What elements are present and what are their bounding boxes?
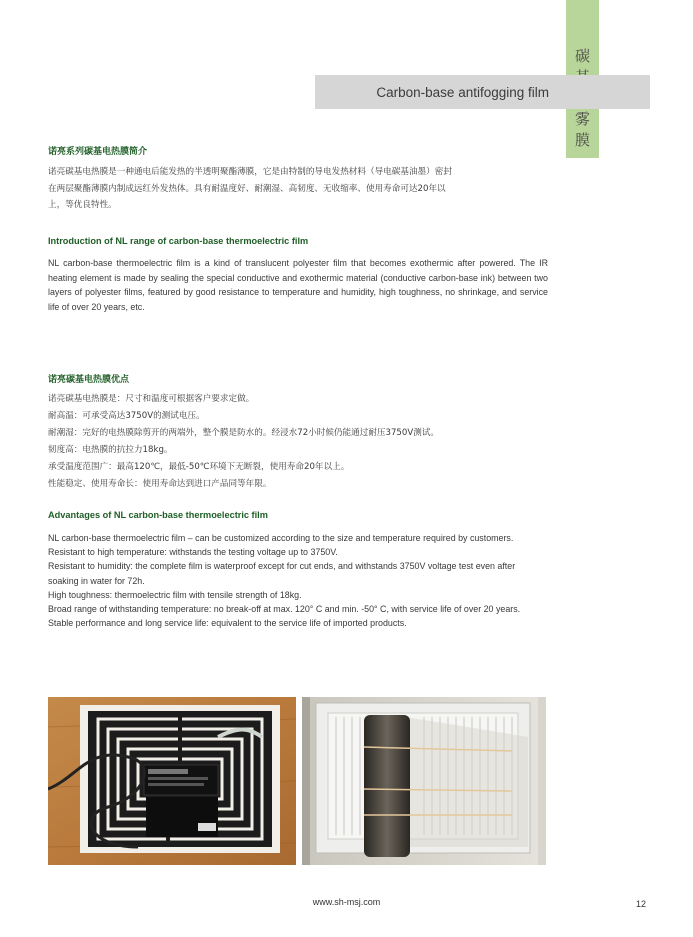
intro-cn-heading: 诺亮系列碳基电热膜简介 (48, 147, 148, 157)
adv-en-line: Stable performance and long service life: equivalent to the service life of imported products. (48, 618, 407, 629)
adv-en-line: High toughness: thermoelectric film with tensile strength of 18kg. (48, 589, 302, 600)
intro-cn-paragraph (48, 164, 548, 214)
intro-en-heading: Introduction of NL range of carbon-base thermoelectric film (48, 236, 309, 246)
page-title: Carbon-base antifogging film (376, 85, 549, 100)
adv-cn-line: 耐高温：可承受高达3750V的测试电压。 (48, 411, 205, 421)
page-number: 12 (636, 899, 647, 909)
adv-cn-list (48, 391, 548, 493)
adv-en-line: Broad range of withstanding temperature: no break-off at max. 120° C and min. -50° C, with service life of over 20 years. (48, 604, 521, 615)
adv-cn-line: 承受温度范围广：最高120℃，最低-50℃环境下无断裂，使用寿命20年以上。 (48, 462, 350, 472)
adv-en-line: Resistant to humidity: the complete film is waterproof except for cut ends, and withstands 3750V voltage test even after soaking in water for 72h. (48, 561, 516, 586)
heating-film-photo (48, 697, 296, 865)
adv-en-list (48, 531, 548, 630)
side-tab-char: 膜 (574, 131, 590, 149)
intro-cn-line: 上，等优良特性。 (48, 200, 117, 210)
adv-cn-line: 性能稳定、使用寿命长：使用寿命达到进口产品同等年限。 (48, 479, 272, 489)
adv-cn-heading: 诺亮碳基电热膜优点 (48, 375, 130, 385)
intro-en-paragraph: NL carbon-base thermoelectric film is a kind of translucent polyester film that becomes exothermic after powered. The IR heating element is made by sealing the special conductive and exothermic material (conductive carbon-base ink) between two layers of polyester films, featured by good resistance to temperature and humidity, high toughness, no shrinkage, and service life of over 20 years, etc. (48, 258, 548, 312)
adv-en-line: Resistant to high temperature: withstands the testing voltage up to 3750V. (48, 547, 338, 558)
adv-cn-line: 诺亮碳基电热膜是：尺寸和温度可根据客户要求定做。 (48, 394, 255, 404)
side-tab-char: 碳 (574, 47, 590, 65)
adv-cn-line: 韧度高：电热膜的抗拉力18kg。 (48, 445, 173, 455)
intro-cn-line: 诺亮碳基电热膜是一种通电后能发热的半透明聚酯薄膜，它是由特制的导电发热材料（导电碳基油墨）密封 (48, 167, 452, 177)
adv-en-heading: Advantages of NL carbon-base thermoelectric film (48, 510, 268, 520)
footer-url: www.sh-msj.com (312, 897, 381, 907)
side-tab-char: 雾 (574, 110, 590, 128)
intro-cn-line: 在两层聚酯薄膜内制成远红外发热体。具有耐温度好、耐潮湿、高韧度、无收缩率、使用寿命可达20年以 (48, 183, 446, 194)
adv-en-line: NL carbon-base thermoelectric film – can be customized according to the size and temperature required by customers. (48, 533, 514, 543)
adv-cn-line: 耐潮湿：完好的电热膜除剪开的两端外，整个膜是防水的。经浸水72小时候仍能通过耐压3750V测试。 (48, 428, 440, 438)
window-film-photo (302, 697, 546, 865)
